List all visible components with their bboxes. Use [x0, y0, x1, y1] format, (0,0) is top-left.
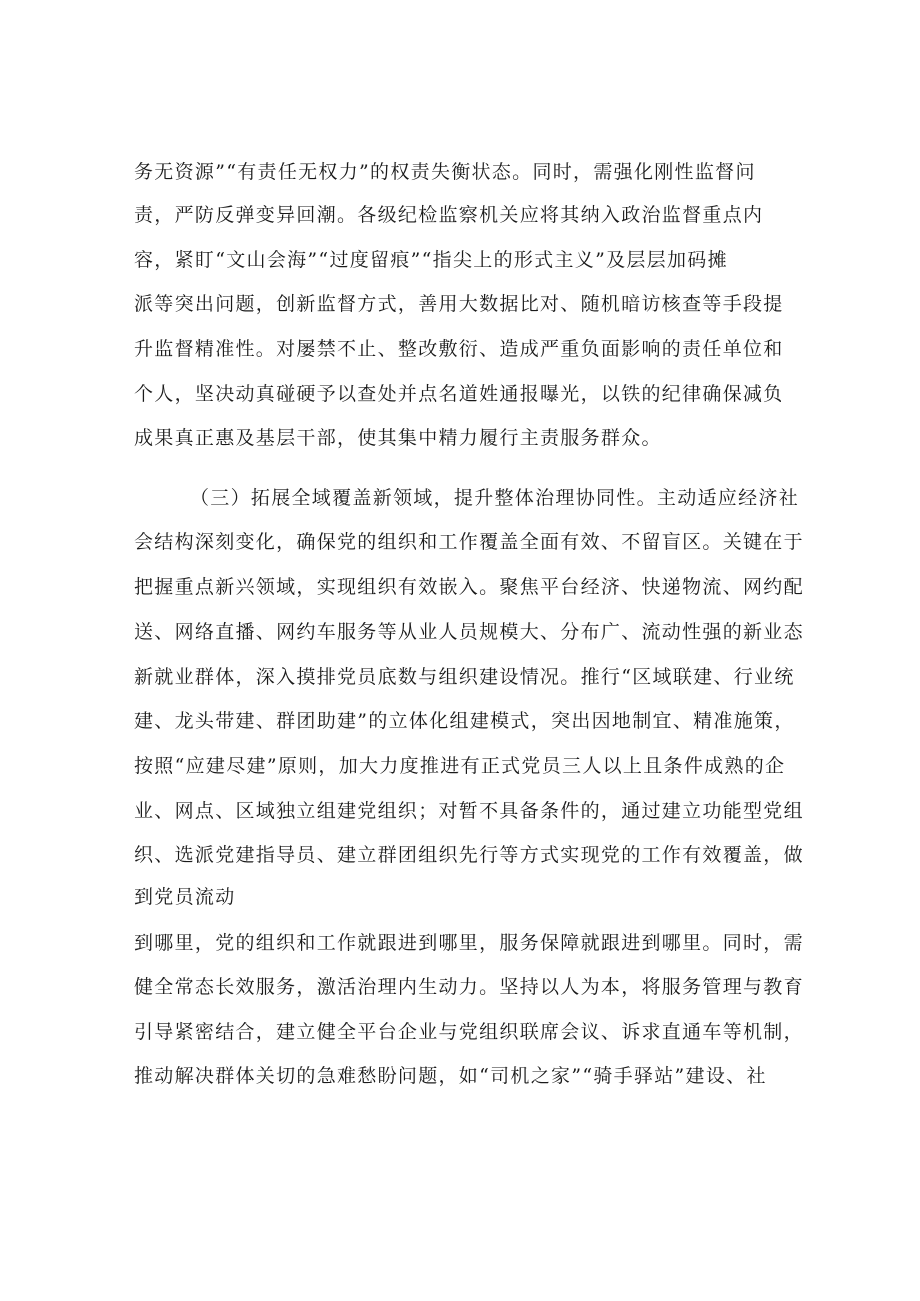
text-line: 成果真正惠及基层干部，使其集中精力履行主责服务群众。: [134, 427, 662, 449]
text-line: 容，紧盯“文山会海”“过度留痕”“指尖上的形式主义”及层层加码摊: [134, 249, 728, 271]
text-line: 推动解决群体关切的急难愁盼问题，如“司机之家”“骑手驿站”建设、社: [134, 1065, 767, 1087]
text-line: 健全常态长效服务，激活治理内生动力。坚持以人为本，将服务管理与教育: [134, 976, 804, 998]
text-line: 会结构深刻变化，确保党的组织和工作覆盖全面有效、不留盲区。关键在于: [134, 531, 804, 553]
text-line: 把握重点新兴领域，实现组织有效嵌入。聚焦平台经济、快递物流、网约配: [134, 576, 804, 598]
section-heading-line: （三）拓展全域覆盖新领域，提升整体治理协同性。主动适应经济社: [190, 487, 800, 509]
text-line: 织、选派党建指导员、建立群团组织先行等方式实现党的工作有效覆盖，做: [134, 844, 804, 866]
text-line: 升监督精准性。对屡禁不止、整改敷衍、造成严重负面影响的责任单位和: [134, 338, 784, 360]
text-line: 到哪里，党的组织和工作就跟进到哪里，服务保障就跟进到哪里。同时，需: [134, 932, 804, 954]
text-line: 建、龙头带建、群团助建”的立体化组建模式，突出因地制宜、精准施策，: [134, 710, 795, 732]
text-line: 个人，坚决动真碰硬予以查处并点名道姓通报曝光，以铁的纪律确保减负: [134, 383, 784, 405]
text-line: 责，严防反弹变异回潮。各级纪检监察机关应将其纳入政治监督重点内: [134, 204, 764, 226]
text-line: 新就业群体，深入摸排党员底数与组织建设情况。推行“区域联建、行业统: [134, 666, 795, 688]
text-line: 业、网点、区域独立组建党组织；对暂不具备条件的，通过建立功能型党组: [134, 800, 804, 822]
text-line: 务无资源”“有责任无权力”的权责失衡状态。同时，需强化刚性监督问: [134, 161, 756, 183]
text-line: 派等突出问题，创新监督方式，善用大数据比对、随机暗访核查等手段提: [134, 293, 784, 315]
text-line: 送、网络直播、网约车服务等从业人员规模大、分布广、流动性强的新业态: [134, 621, 804, 643]
text-line: 到党员流动: [134, 886, 236, 908]
text-line: 引导紧密结合，建立健全平台企业与党组织联席会议、诉求直通车等机制，: [134, 1021, 804, 1043]
text-line: 按照“应建尽建”原则，加大力度推进有正式党员三人以上且条件成熟的企: [134, 755, 786, 777]
